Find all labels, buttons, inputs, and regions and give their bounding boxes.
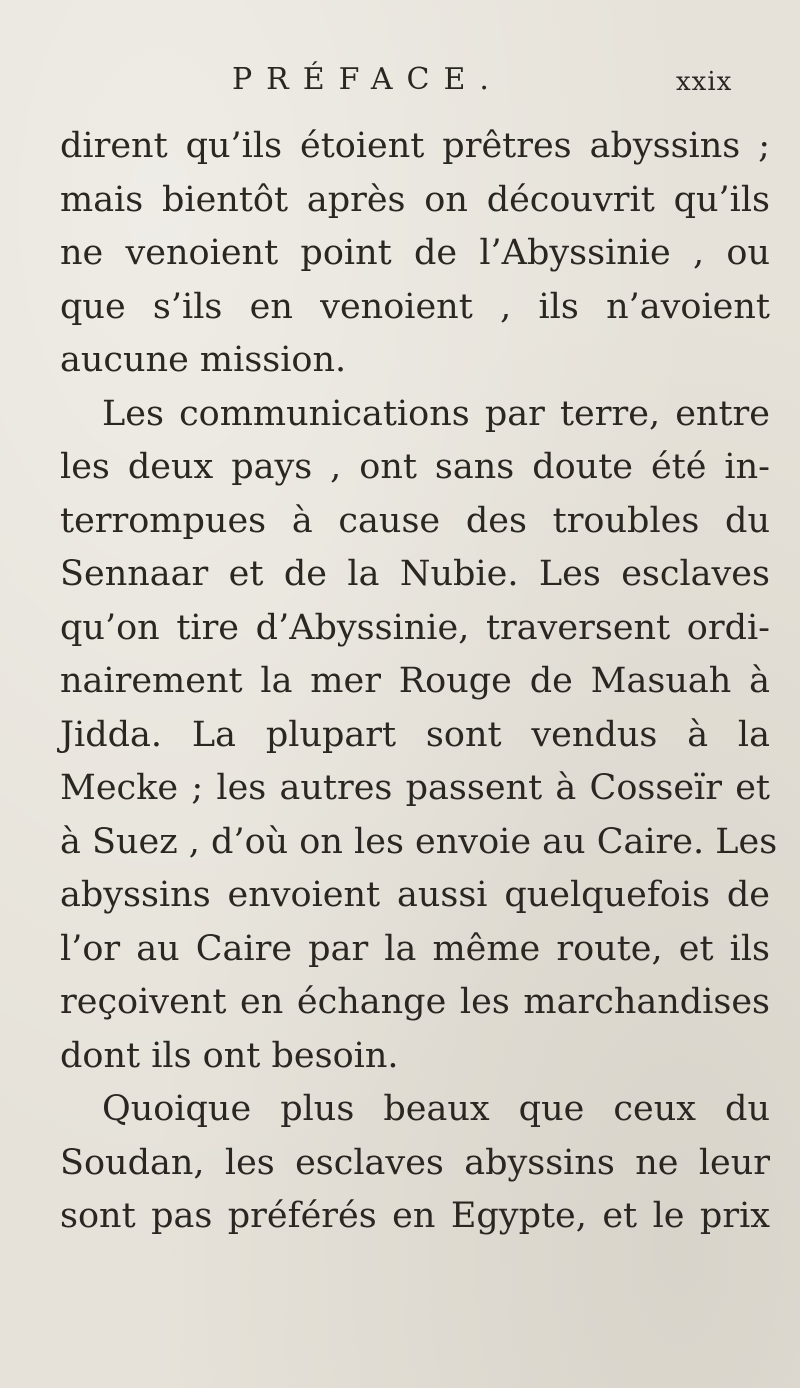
- text-line: Jidda. La plupart sont vendus à la: [60, 714, 770, 755]
- text-line: à Suez , d’où on les envoie au Caire. Les: [60, 821, 778, 862]
- page-number: xxix: [676, 67, 733, 97]
- text-line: Quoique plus beaux que ceux du: [102, 1089, 770, 1129]
- running-title: PRÉFACE.: [232, 62, 503, 97]
- text-line: Les communications par terre, entre: [102, 393, 770, 434]
- text-line: abyssins envoient aussi quelquefois de: [60, 875, 770, 915]
- text-line: l’or au Caire par la même route, et ils: [60, 928, 770, 969]
- text-line: Mecke ; les autres passent à Cosseïr et: [60, 768, 770, 808]
- text-line: Soudan, les esclaves abyssins ne leur: [60, 1142, 770, 1183]
- text-line: Sennaar et de la Nubie. Les esclaves: [60, 554, 770, 594]
- paragraph-3: [60, 1083, 770, 1244]
- text-line: qu’on tire d’Abyssinie, traversent ordi-: [60, 607, 770, 648]
- text-line: sont pas préférés en Egypte, et le prix: [60, 1196, 770, 1236]
- paragraph-1: [60, 120, 770, 388]
- text-line: que s’ils en venoient , ils n’avoient: [60, 286, 770, 327]
- text-line: dirent qu’ils étoient prêtres abyssins ;: [60, 126, 770, 166]
- text-line: nairement la mer Rouge de Masuah à: [60, 661, 770, 701]
- text-line: aucune mission.: [60, 340, 347, 380]
- running-head: [0, 60, 800, 100]
- text-line: ne venoient point de l’Abyssinie , ou: [60, 233, 770, 273]
- text-line: terrompues à cause des troubles du: [60, 500, 770, 541]
- text-line: les deux pays , ont sans doute été in-: [60, 447, 770, 487]
- paragraph-2: [60, 388, 778, 1084]
- body-text: [60, 120, 778, 1244]
- text-line: dont ils ont besoin.: [60, 1035, 399, 1076]
- text-line: mais bientôt après on découvrit qu’ils: [60, 179, 770, 220]
- text-line: reçoivent en échange les marchandises: [60, 982, 770, 1022]
